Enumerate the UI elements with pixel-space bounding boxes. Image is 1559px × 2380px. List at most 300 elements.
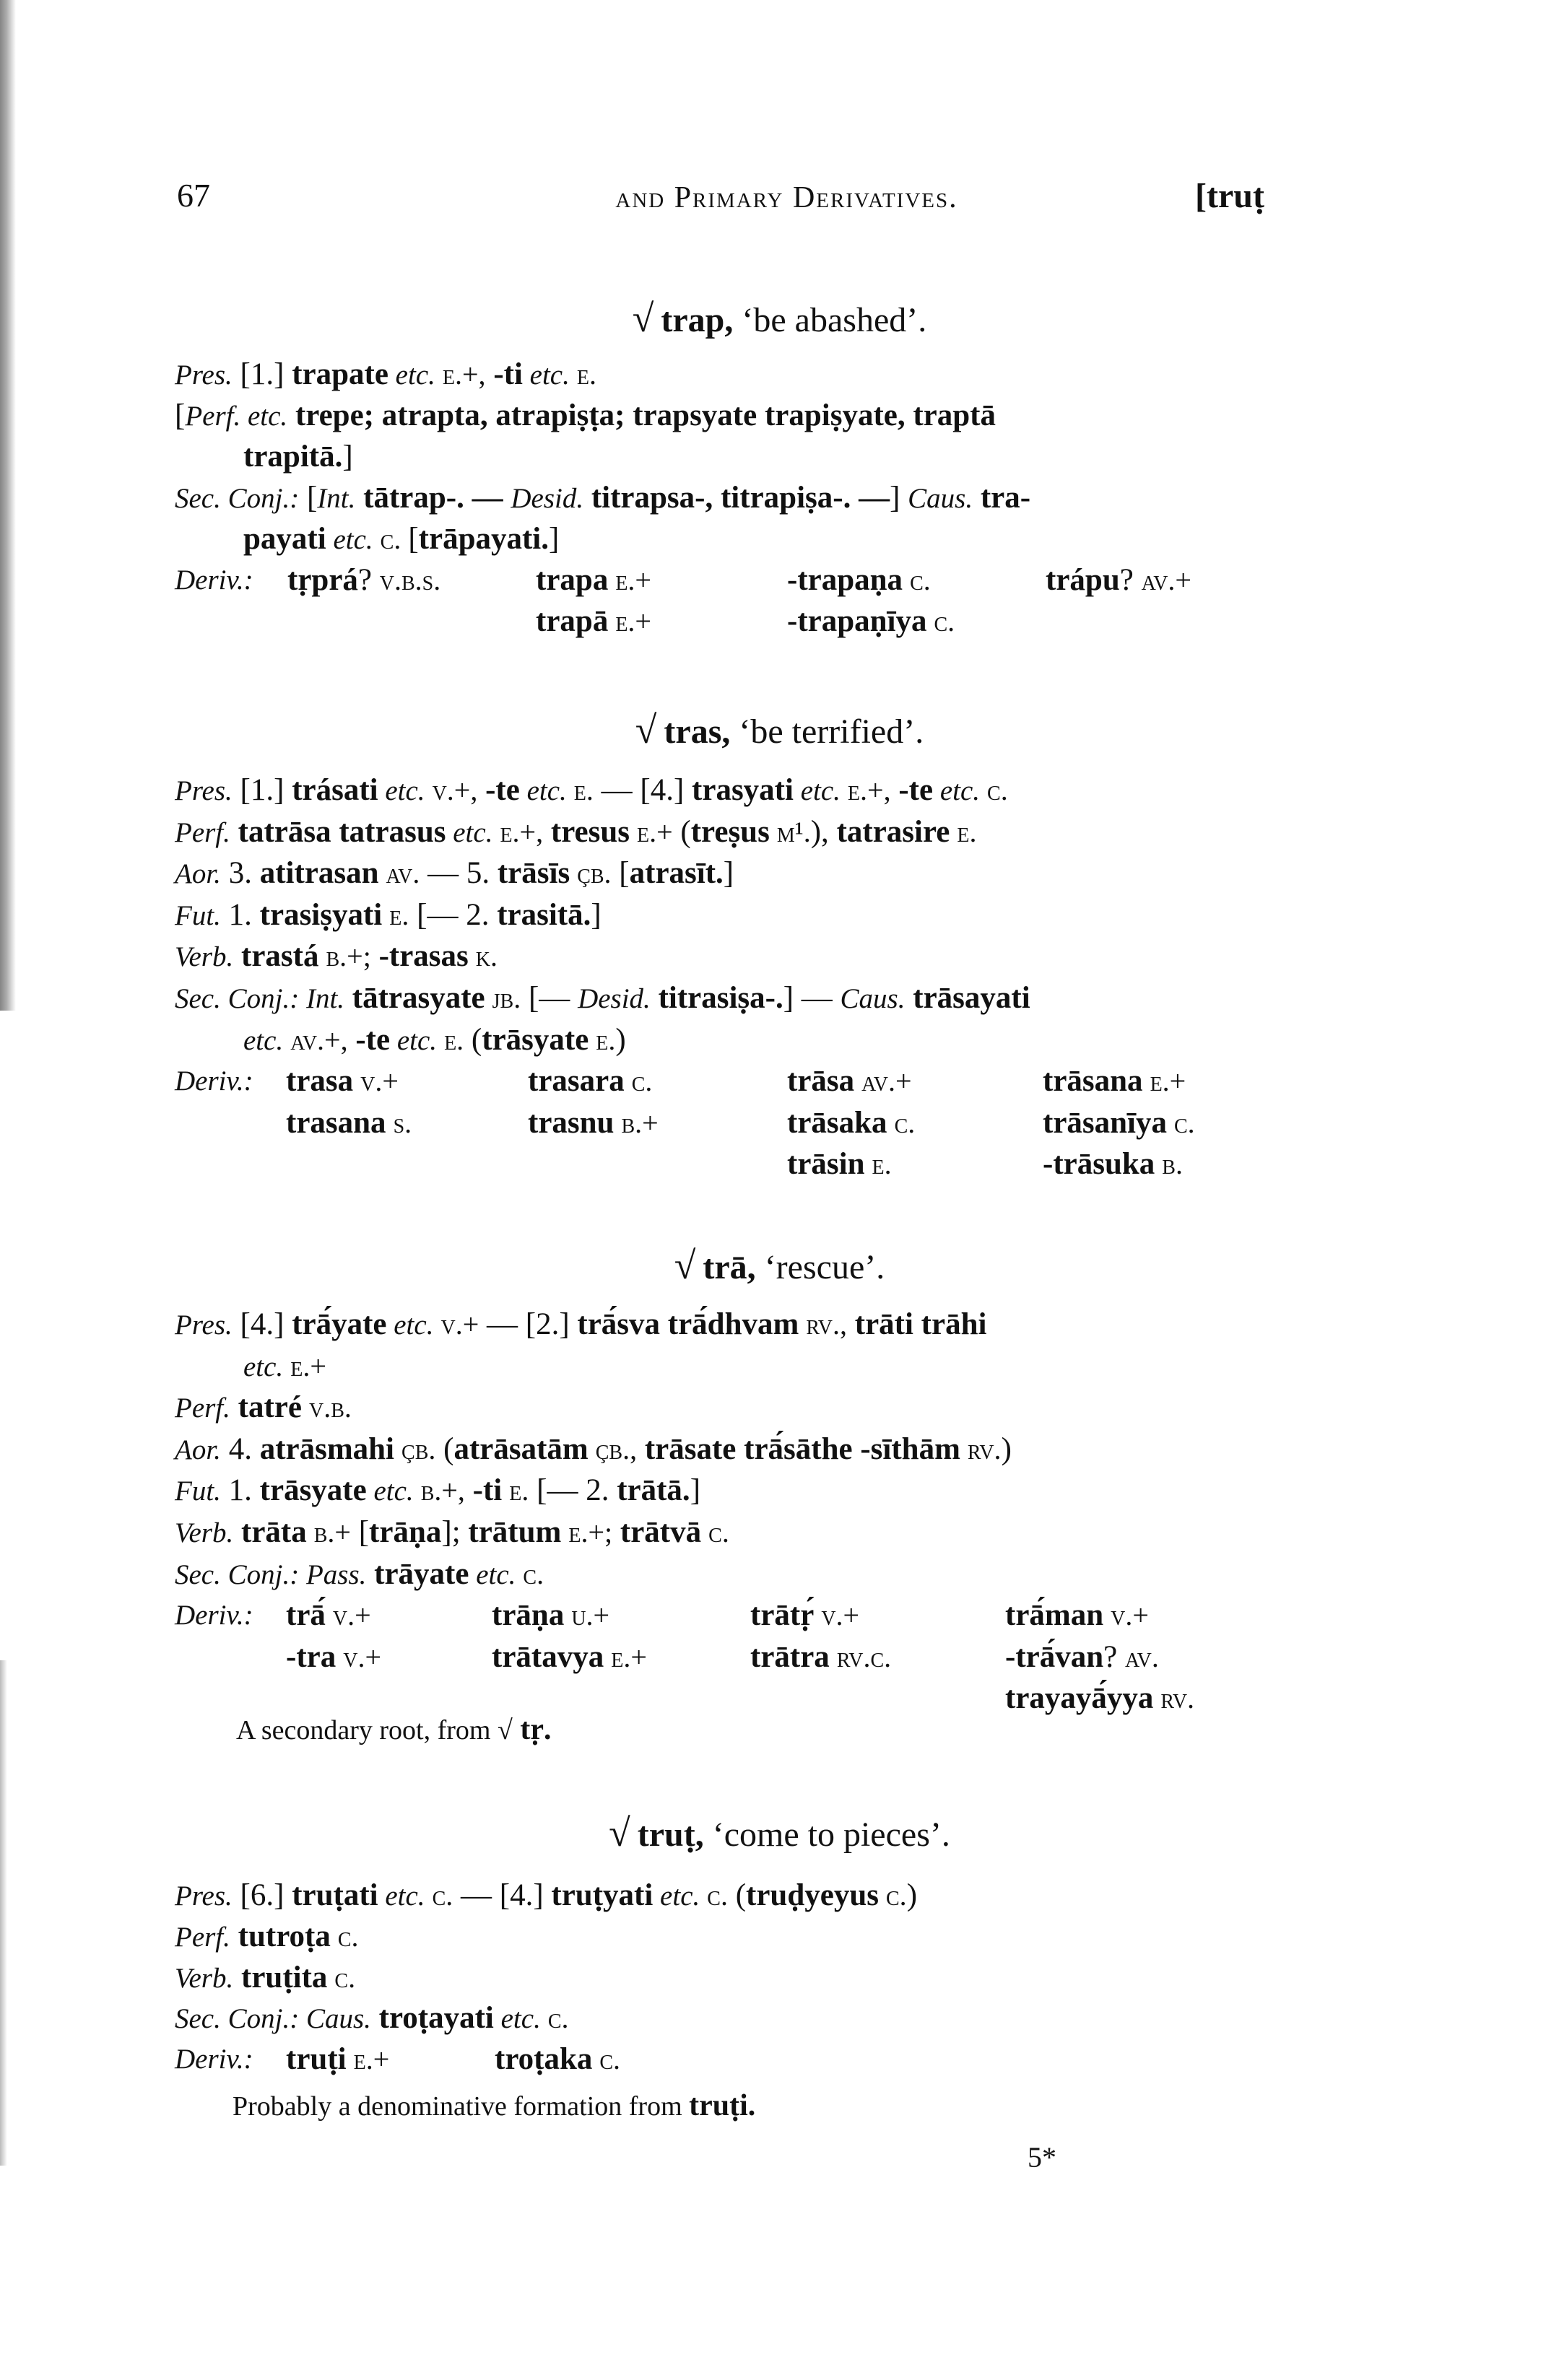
source-abbrev: e.+; <box>561 1516 613 1548</box>
text: ] <box>723 856 734 891</box>
derivative-item <box>492 1595 609 1636</box>
sanskrit-form: trāṇa <box>369 1515 442 1549</box>
italic-label: etc. <box>933 775 981 806</box>
sanskrit-form: -trā́van <box>1005 1639 1104 1674</box>
sanskrit-form: trasitā. <box>497 897 591 932</box>
sanskrit-form: truṭati <box>292 1878 378 1912</box>
source-abbrev: c. <box>887 1106 916 1139</box>
root-gloss: ‘be terrified’. <box>739 712 924 751</box>
source-abbrev: v.+ <box>336 1640 382 1673</box>
entry-line <box>175 936 498 977</box>
sanskrit-form: trāsin <box>787 1147 865 1182</box>
source-abbrev: e. <box>566 774 594 806</box>
sanskrit-form: trasnu <box>528 1105 615 1140</box>
italic-label: Verb. <box>175 1962 234 1994</box>
source-abbrev: e.+ <box>283 1349 326 1382</box>
entry-line <box>175 1957 355 1998</box>
text: ) <box>1001 1431 1012 1466</box>
source-abbrev: e. <box>569 358 596 391</box>
source-abbrev: av.+ <box>854 1065 912 1098</box>
sanskrit-form: truṭita <box>233 1960 328 1995</box>
sanskrit-form: trāṇa <box>492 1598 565 1633</box>
text: ] <box>591 897 602 932</box>
source-abbrev: e. <box>950 815 977 848</box>
sanskrit-form: trāta <box>233 1515 307 1549</box>
italic-label: etc. <box>243 1024 284 1056</box>
sanskrit-form: trā́ <box>286 1598 326 1633</box>
sanskrit-form: -tra <box>286 1639 336 1674</box>
source-abbrev: av. <box>1124 1640 1159 1673</box>
italic-label: Int. <box>317 483 356 514</box>
deriv-label: Deriv.: <box>175 1065 253 1097</box>
derivative-item <box>1043 1060 1186 1102</box>
text: ( <box>435 1431 454 1466</box>
derivative-item <box>286 2039 389 2080</box>
source-abbrev: e.+ <box>1142 1065 1186 1098</box>
text: ] <box>690 1473 701 1508</box>
italic-label: Fut. <box>175 899 221 931</box>
derivative-item <box>787 1143 892 1185</box>
source-abbrev: e. <box>589 1023 616 1056</box>
text: ) <box>615 1022 626 1057</box>
source-abbrev: v.+ <box>1103 1599 1149 1632</box>
source-abbrev: c. <box>926 605 955 637</box>
italic-label: etc. <box>388 359 435 391</box>
derivative-item <box>286 1636 381 1678</box>
derivative-item <box>1043 1102 1195 1143</box>
italic-label: etc. <box>519 775 567 806</box>
italic-label: Sec. Conj.: Caus. <box>175 2003 371 2035</box>
italic-label: Sec. Conj.: Int. <box>175 983 345 1014</box>
sanskrit-form: tutroṭa <box>230 1919 331 1953</box>
radical-sign-icon: √ <box>632 297 654 340</box>
section-heading <box>0 296 1559 341</box>
sanskrit-form: trāsana <box>1043 1064 1143 1099</box>
sanskrit-form: trātvā <box>612 1515 702 1549</box>
source-abbrev: rv. <box>960 1432 1002 1465</box>
text: A secondary root, from √ <box>236 1715 513 1745</box>
source-abbrev: c. <box>540 2002 569 2035</box>
source-abbrev: v.+ <box>325 1599 371 1632</box>
derivative-item <box>286 1102 412 1143</box>
source-abbrev: e.+ <box>608 564 651 596</box>
sanskrit-form: trapitā. <box>243 440 343 474</box>
sanskrit-form: -trāsuka <box>1043 1147 1155 1182</box>
sanskrit-form: trasa <box>286 1064 354 1099</box>
sanskrit-form: atrasīt. <box>629 856 724 891</box>
italic-label: etc. <box>522 359 570 391</box>
italic-label: etc. <box>366 1475 414 1507</box>
section-heading <box>0 707 1559 752</box>
italic-label: Pres. <box>175 359 233 391</box>
source-abbrev: c. <box>903 564 931 596</box>
sanskrit-form: atrāsmahi <box>259 1431 395 1466</box>
sanskrit-form: -te <box>890 773 934 807</box>
italic-label: Fut. <box>175 1475 221 1507</box>
source-abbrev: c. <box>1167 1106 1195 1139</box>
text: Probably a denominative formation from <box>233 2091 690 2122</box>
italic-label: Sec. Conj.: Pass. <box>175 1559 367 1590</box>
derivative-item <box>528 1102 659 1143</box>
source-abbrev: b. <box>1155 1148 1183 1181</box>
source-abbrev: v.b. <box>301 1391 352 1424</box>
derivative-item <box>1005 1678 1194 1719</box>
deriv-label: Deriv.: <box>175 565 253 596</box>
sanskrit-form: trasiṣyati <box>259 897 383 932</box>
sanskrit-form: trāsyate <box>259 1473 367 1508</box>
source-abbrev: m¹. <box>769 815 811 848</box>
sanskrit-form: truṭi. <box>689 2089 756 2122</box>
sanskrit-form: atrāsatām <box>453 1431 589 1466</box>
sanskrit-form: trápu <box>1046 563 1120 597</box>
sanskrit-form: tatrasire <box>828 814 950 849</box>
sanskrit-form: tra- <box>973 481 1031 515</box>
sanskrit-form: trāti trāhi <box>847 1307 987 1341</box>
sanskrit-form: -ti <box>485 357 523 391</box>
sanskrit-form: trāsyate <box>482 1022 589 1057</box>
source-abbrev: e. <box>864 1148 892 1181</box>
text: [6.] <box>232 1878 292 1912</box>
source-abbrev: c. <box>327 1961 356 1994</box>
sanskrit-form: trásati <box>292 773 378 807</box>
text: — [2.] <box>479 1307 578 1341</box>
catch-word: [truṭ <box>1195 177 1264 215</box>
source-abbrev: av.+, <box>283 1023 348 1056</box>
sanskrit-form: trāyate <box>366 1556 469 1591</box>
sanskrit-form: treṣus <box>690 814 770 849</box>
section-heading <box>0 1243 1559 1288</box>
source-abbrev: v.+ <box>433 1308 479 1341</box>
sanskrit-form: trāpayati. <box>418 522 550 556</box>
italic-label: etc. <box>378 1880 425 1912</box>
entry-line <box>175 1512 729 1553</box>
italic-label: Aor. <box>175 1434 221 1465</box>
root-word: trā, <box>703 1248 756 1286</box>
entry-line <box>175 1387 352 1428</box>
italic-label: Verb. <box>175 941 234 973</box>
sanskrit-form: trāsīs <box>497 856 570 891</box>
entry-line <box>175 395 996 436</box>
source-abbrev: rv., <box>799 1308 847 1341</box>
root-word: truṭ, <box>637 1815 704 1854</box>
source-abbrev: çb., <box>588 1432 638 1465</box>
sanskrit-form: trapate <box>292 357 388 391</box>
source-abbrev: av. <box>378 857 420 890</box>
text: ] <box>549 522 560 556</box>
sanskrit-form: trasana <box>286 1105 386 1140</box>
footnote <box>236 1712 551 1747</box>
source-abbrev: b.+ <box>614 1106 659 1139</box>
root-gloss: ‘rescue’. <box>764 1248 885 1286</box>
entry-line <box>175 770 1008 811</box>
text: ? <box>1103 1639 1125 1674</box>
italic-label: etc. <box>793 775 841 806</box>
italic-label: Caus. <box>908 483 973 514</box>
source-abbrev: çb. <box>570 857 612 890</box>
text: [ <box>408 522 419 556</box>
sanskrit-form: truṭi <box>286 2042 347 2077</box>
source-abbrev: e.+, <box>435 358 486 391</box>
sanskrit-form: payati <box>243 522 326 556</box>
footnote <box>233 2088 755 2123</box>
section-heading <box>0 1810 1559 1855</box>
italic-label: Perf. <box>175 1921 230 1953</box>
derivative-item <box>787 601 955 642</box>
source-abbrev: e. <box>382 898 409 931</box>
entry-line <box>175 1997 569 2039</box>
sanskrit-form: atitrasan <box>259 856 379 891</box>
italic-label: Desid. <box>511 483 584 514</box>
entry-line <box>175 1470 700 1511</box>
scan-edge-shadow <box>0 0 16 1011</box>
sanskrit-form: trātra <box>750 1639 830 1674</box>
text: ( <box>464 1022 482 1057</box>
entry-line <box>175 1916 359 1957</box>
source-abbrev: k. <box>468 940 498 973</box>
entry-line <box>243 1346 326 1387</box>
sanskrit-form: trāsanīya <box>1043 1105 1167 1140</box>
text: [— <box>521 981 578 1015</box>
entry-line <box>175 477 1030 518</box>
sanskrit-form: trāsate trā́sāthe -sīthām <box>637 1431 960 1466</box>
source-abbrev: c. <box>425 1879 453 1912</box>
derivative-item <box>492 1636 647 1678</box>
source-abbrev: jb. <box>485 982 521 1014</box>
entry-line <box>175 977 1030 1019</box>
root-gloss: ‘be abashed’. <box>742 301 927 339</box>
root-gloss: ‘come to pieces’. <box>712 1815 950 1854</box>
sanskrit-form: titrasiṣa-. <box>650 981 783 1015</box>
source-abbrev: u.+ <box>564 1599 610 1632</box>
text: [ <box>299 481 318 515</box>
sanskrit-form: -trasas <box>370 939 469 974</box>
source-abbrev: çb. <box>394 1432 436 1465</box>
text: [ <box>350 1515 370 1549</box>
italic-label: etc. <box>378 775 425 806</box>
sanskrit-form: trasara <box>528 1064 625 1099</box>
italic-label: etc. <box>469 1559 516 1590</box>
sanskrit-form: tresus <box>543 814 630 849</box>
text: ]; <box>441 1515 461 1549</box>
source-abbrev: v.b.s. <box>379 564 441 596</box>
signature-mark: 5* <box>1028 2141 1056 2174</box>
text: [1.] <box>232 357 292 391</box>
radical-sign-icon: √ <box>609 1811 630 1854</box>
italic-label: Caus. <box>840 983 906 1014</box>
source-abbrev: e.+, <box>492 815 544 848</box>
italic-label: Desid. <box>578 983 651 1014</box>
italic-label: etc. <box>326 524 373 555</box>
source-abbrev: b.+; <box>318 940 371 973</box>
italic-label: Perf. <box>175 1392 230 1424</box>
italic-label: etc. <box>653 1880 700 1912</box>
text: 4. <box>220 1431 260 1466</box>
derivative-item <box>536 601 651 642</box>
deriv-label: Deriv.: <box>175 2044 253 2075</box>
italic-label: Pres. <box>175 775 233 806</box>
source-abbrev: rv.c. <box>829 1640 892 1673</box>
derivative-item <box>1005 1636 1159 1678</box>
text: ] <box>890 481 908 515</box>
source-abbrev: c. <box>980 774 1008 806</box>
derivative-item <box>1046 559 1191 601</box>
source-abbrev: s. <box>386 1106 412 1139</box>
source-abbrev: v.+ <box>353 1065 399 1098</box>
source-abbrev: rv. <box>1153 1682 1195 1715</box>
sanskrit-form: trapa <box>536 563 609 597</box>
source-abbrev: v.+, <box>425 774 478 806</box>
source-abbrev: c. <box>330 1919 359 1953</box>
sanskrit-form: -ti <box>464 1473 503 1508</box>
derivative-item <box>286 1060 399 1102</box>
sanskrit-form: titrapsa-, titrapiṣa-. — <box>583 481 890 515</box>
sanskrit-form: tṛprá <box>287 563 358 597</box>
radical-sign-icon: √ <box>635 708 657 751</box>
source-abbrev: b.+ <box>306 1516 351 1548</box>
source-abbrev: v.+ <box>814 1599 860 1632</box>
sanskrit-form: trayayā́yya <box>1005 1681 1154 1716</box>
source-abbrev: e.+ <box>346 2043 390 2076</box>
sanskrit-form: -trapaṇa <box>787 563 903 597</box>
sanskrit-form: troṭaka <box>495 2042 593 2077</box>
source-abbrev: c. <box>701 1516 729 1548</box>
entry-line <box>175 1875 917 1916</box>
derivative-item <box>495 2039 620 2080</box>
sanskrit-form: trepe; atrapta, atrapiṣṭa; trapsyate trapiṣyate, traptā <box>287 398 996 432</box>
text: — [4.] <box>593 773 692 807</box>
sanskrit-form: trā́man <box>1005 1598 1104 1633</box>
derivative-item <box>1043 1143 1183 1185</box>
entry-line <box>175 894 602 936</box>
sanskrit-form: tātrap-. — <box>355 481 511 515</box>
source-abbrev: e. <box>502 1474 529 1507</box>
derivative-item <box>750 1595 859 1636</box>
text: — 5. <box>420 856 498 891</box>
scan-edge-shadow <box>0 1660 7 2166</box>
text: ] <box>342 440 353 474</box>
text: [ <box>611 856 630 891</box>
sanskrit-form: trātṛ́ <box>750 1598 815 1633</box>
text: ( <box>727 1878 747 1912</box>
source-abbrev: e.+, <box>840 774 891 806</box>
italic-label: Verb. <box>175 1517 234 1548</box>
text: 1. <box>220 1473 260 1508</box>
italic-label: Pres. <box>175 1309 233 1341</box>
text: [ <box>175 398 186 432</box>
page-number: 67 <box>177 177 210 214</box>
italic-label: Perf. <box>175 816 230 848</box>
sanskrit-form: -te <box>347 1022 391 1057</box>
sanskrit-form: trātavya <box>492 1639 604 1674</box>
sanskrit-form: trāsa <box>787 1064 855 1099</box>
sanskrit-form: truṭyati <box>551 1878 653 1912</box>
sanskrit-form: tātrasyate <box>344 981 485 1015</box>
sanskrit-form: trā́sva trā́dhvam <box>577 1307 799 1341</box>
derivative-item <box>287 559 440 601</box>
text: [4.] <box>232 1307 292 1341</box>
entry-line <box>175 354 596 395</box>
source-abbrev: e.+ <box>608 605 651 637</box>
entry-line <box>243 518 559 559</box>
source-abbrev: e.+ <box>629 815 673 848</box>
text: ), <box>810 814 829 849</box>
italic-label: etc. <box>446 816 493 848</box>
entry-line <box>243 436 353 477</box>
source-abbrev: c. <box>879 1879 907 1912</box>
sanskrit-form: trāsaka <box>787 1105 887 1140</box>
source-abbrev: av.+ <box>1141 564 1191 596</box>
radical-sign-icon: √ <box>674 1244 696 1287</box>
italic-label: Sec. Conj.: <box>175 483 300 514</box>
source-abbrev: e. <box>437 1023 464 1056</box>
text: ? <box>1119 563 1142 597</box>
sanskrit-form: troṭayati <box>370 2001 494 2036</box>
text: ] — <box>783 981 841 1015</box>
running-title: and Primary Derivatives. <box>615 181 958 214</box>
source-abbrev: c. <box>592 2043 621 2076</box>
source-abbrev: b.+, <box>413 1474 465 1507</box>
text: [1.] <box>232 773 292 807</box>
entry-line <box>175 1553 544 1595</box>
sanskrit-form: -te <box>477 773 520 807</box>
sanskrit-form: trā́yate <box>292 1307 387 1341</box>
text: 1. <box>220 897 260 932</box>
entry-line <box>243 1019 626 1060</box>
derivative-item <box>1005 1595 1149 1636</box>
deriv-label: Deriv.: <box>175 1600 253 1631</box>
derivative-item <box>787 1060 912 1102</box>
text: ( <box>672 814 691 849</box>
entry-line <box>175 1304 986 1345</box>
text: — [4.] <box>453 1878 552 1912</box>
source-abbrev: e.+ <box>604 1640 647 1673</box>
derivative-item <box>787 1102 915 1143</box>
text: 3. <box>220 856 260 891</box>
italic-label: etc. <box>390 1024 438 1056</box>
source-abbrev: c. <box>624 1065 653 1098</box>
text: [— 2. <box>409 897 498 932</box>
entry-line <box>175 853 734 894</box>
text: [— 2. <box>529 1473 617 1508</box>
sanskrit-form: truḍyeyus <box>746 1878 879 1912</box>
sanskrit-form: tatrāsa tatrasus <box>230 814 446 849</box>
source-abbrev: c. <box>516 1557 544 1590</box>
root-word: tras, <box>664 712 731 751</box>
source-abbrev: c. <box>700 1879 728 1912</box>
derivative-item <box>536 559 651 601</box>
sanskrit-form: trātum <box>460 1515 562 1549</box>
italic-label: etc. <box>386 1309 434 1341</box>
sanskrit-form: trapā <box>536 604 609 638</box>
italic-label: Aor. <box>175 858 221 890</box>
text: ) <box>906 1878 918 1912</box>
sanskrit-form: tṛ. <box>512 1713 552 1746</box>
sanskrit-form: trātā. <box>617 1473 690 1508</box>
root-word: trap, <box>661 301 734 339</box>
derivative-item <box>286 1595 371 1636</box>
sanskrit-form: trāsayati <box>905 981 1030 1015</box>
sanskrit-form: -trapaṇīya <box>787 604 927 638</box>
entry-line <box>175 1429 1012 1470</box>
sanskrit-form: tatré <box>230 1390 302 1425</box>
italic-label: Pres. <box>175 1880 233 1912</box>
derivative-item <box>528 1060 652 1102</box>
derivative-item <box>787 559 931 601</box>
entry-line <box>175 811 976 853</box>
source-abbrev: c. <box>373 523 409 555</box>
italic-label: etc. <box>493 2003 541 2035</box>
text: ? <box>357 563 380 597</box>
